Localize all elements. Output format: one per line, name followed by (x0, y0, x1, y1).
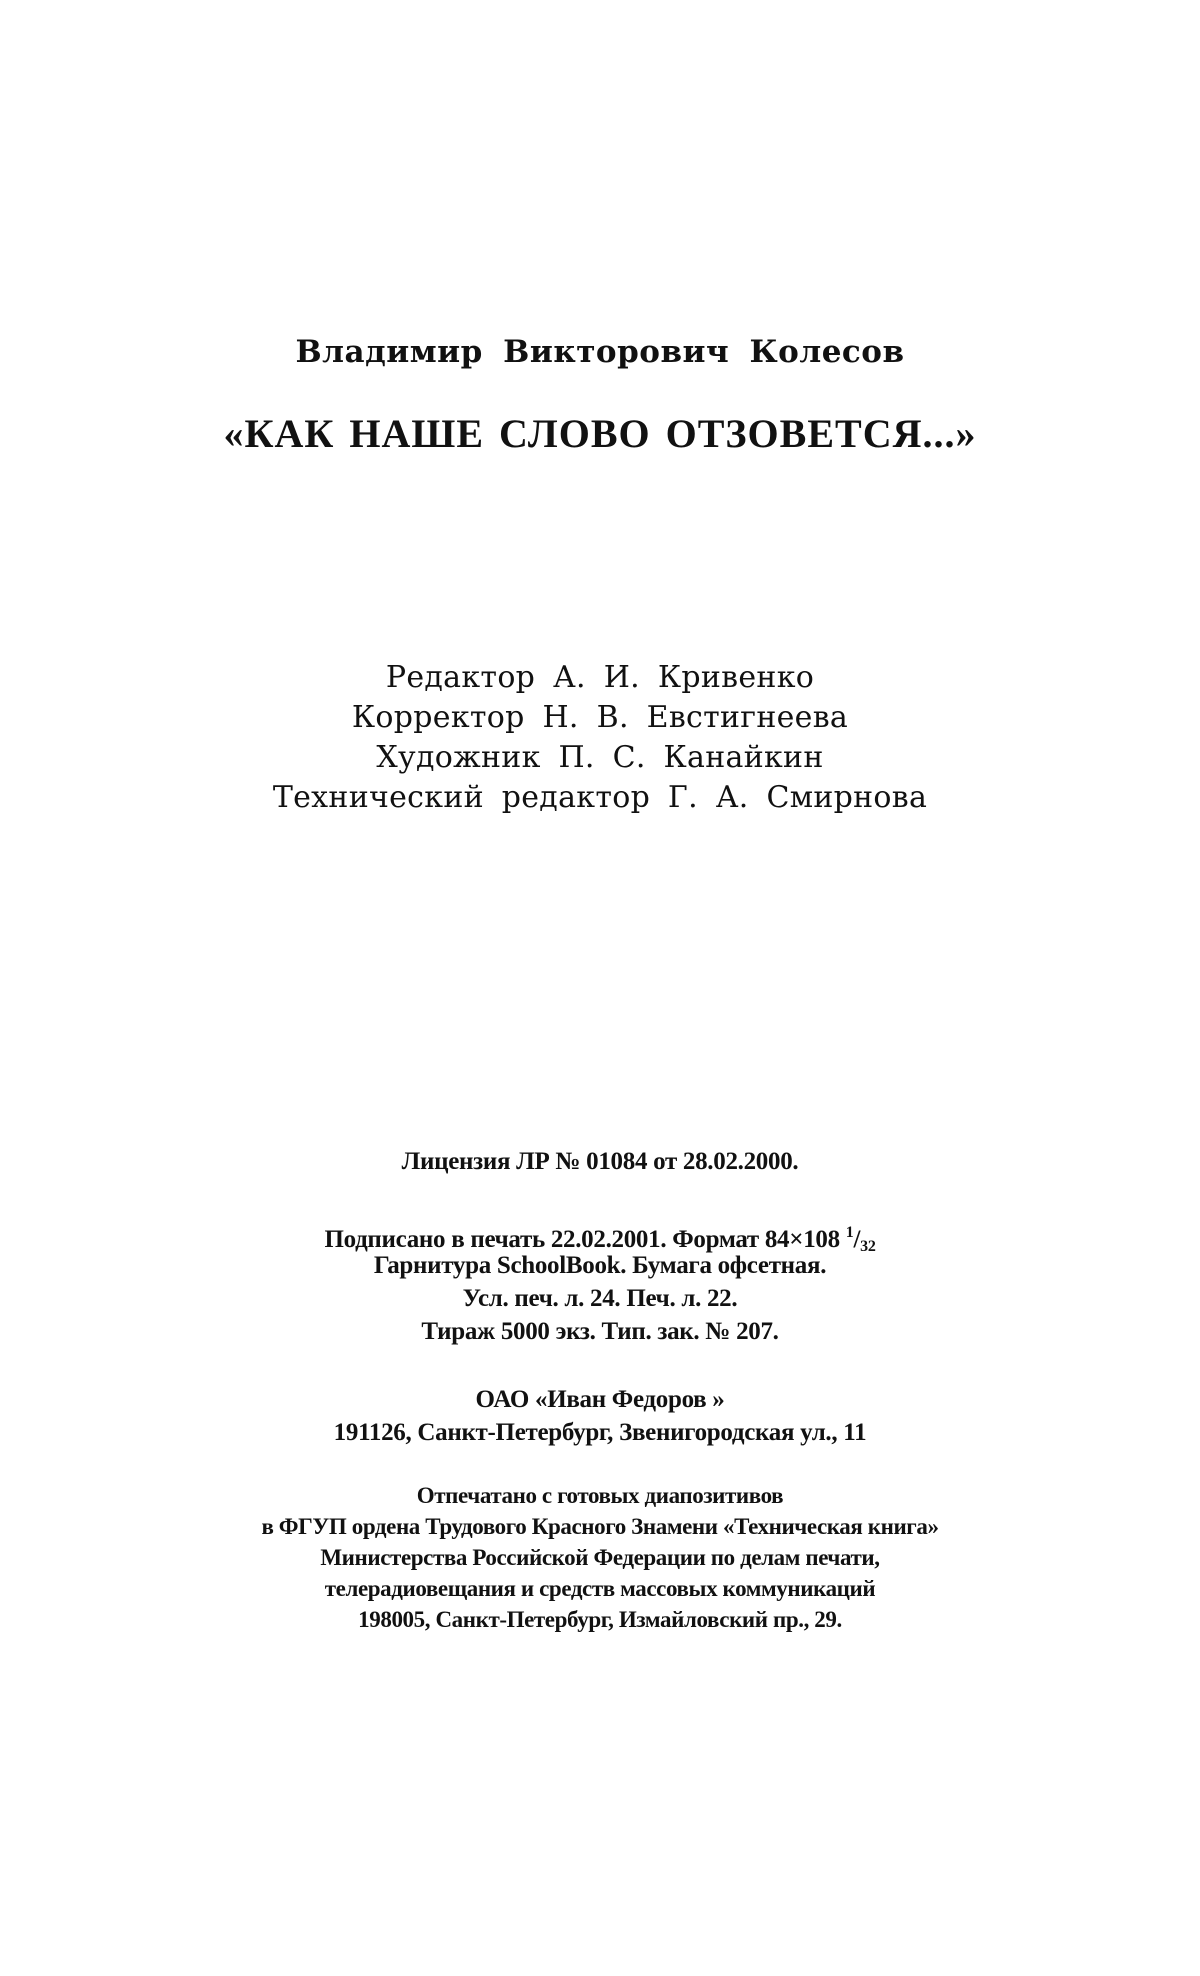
format-denominator: 32 (860, 1238, 876, 1255)
publisher-address: 191126, Санкт-Петербург, Звенигородская ул., 11 (333, 1419, 867, 1446)
credit-proofreader: Корректор Н. В. Евстигнеева (351, 700, 849, 735)
signed-format-text: Подписано в печать 22.02.2001. Формат 84×108 (324, 1226, 840, 1253)
signed-format-line: Подписано в печать 22.02.2001. Формат 84×108 $^1/_{32}$ (324, 1224, 876, 1255)
credits-block (0, 658, 1200, 818)
credit-artist: Художник П. С. Канайкин (376, 740, 824, 775)
print-info-block (0, 1216, 1200, 1348)
publisher-name: ОАО «Иван Федоров » (475, 1386, 725, 1413)
printer-block (0, 1480, 1200, 1635)
circulation-line: Тираж 5000 экз. Тип. зак. № 207. (421, 1318, 779, 1345)
book-title: «КАК НАШЕ СЛОВО ОТЗОВЕТСЯ...» (223, 411, 977, 456)
author-name: Владимир Викторович Колесов (295, 334, 905, 370)
format-numerator: 1 (845, 1224, 854, 1241)
license-line: Лицензия ЛР № 01084 от 28.02.2000. (401, 1148, 799, 1175)
credit-technical-editor: Технический редактор Г. А. Смирнова (272, 780, 928, 815)
typeface-paper-line: Гарнитура SchoolBook. Бумага офсетная. (373, 1252, 827, 1279)
printer-line: Отпечатано с готовых диапозитивов (416, 1483, 784, 1508)
printer-line: телерадиовещания и средств массовых коммуникаций (324, 1576, 876, 1601)
credit-editor: Редактор А. И. Кривенко (385, 660, 815, 695)
sheets-line: Усл. печ. л. 24. Печ. л. 22. (462, 1285, 738, 1312)
publisher-block (0, 1383, 1200, 1449)
printer-line: в ФГУП ордена Трудового Красного Знамени «Техническая книга» (261, 1514, 939, 1539)
printer-line: Министерства Российской Федерации по делам печати, (320, 1545, 880, 1570)
printer-line: 198005, Санкт-Петербург, Измайловский пр., 29. (358, 1607, 842, 1632)
